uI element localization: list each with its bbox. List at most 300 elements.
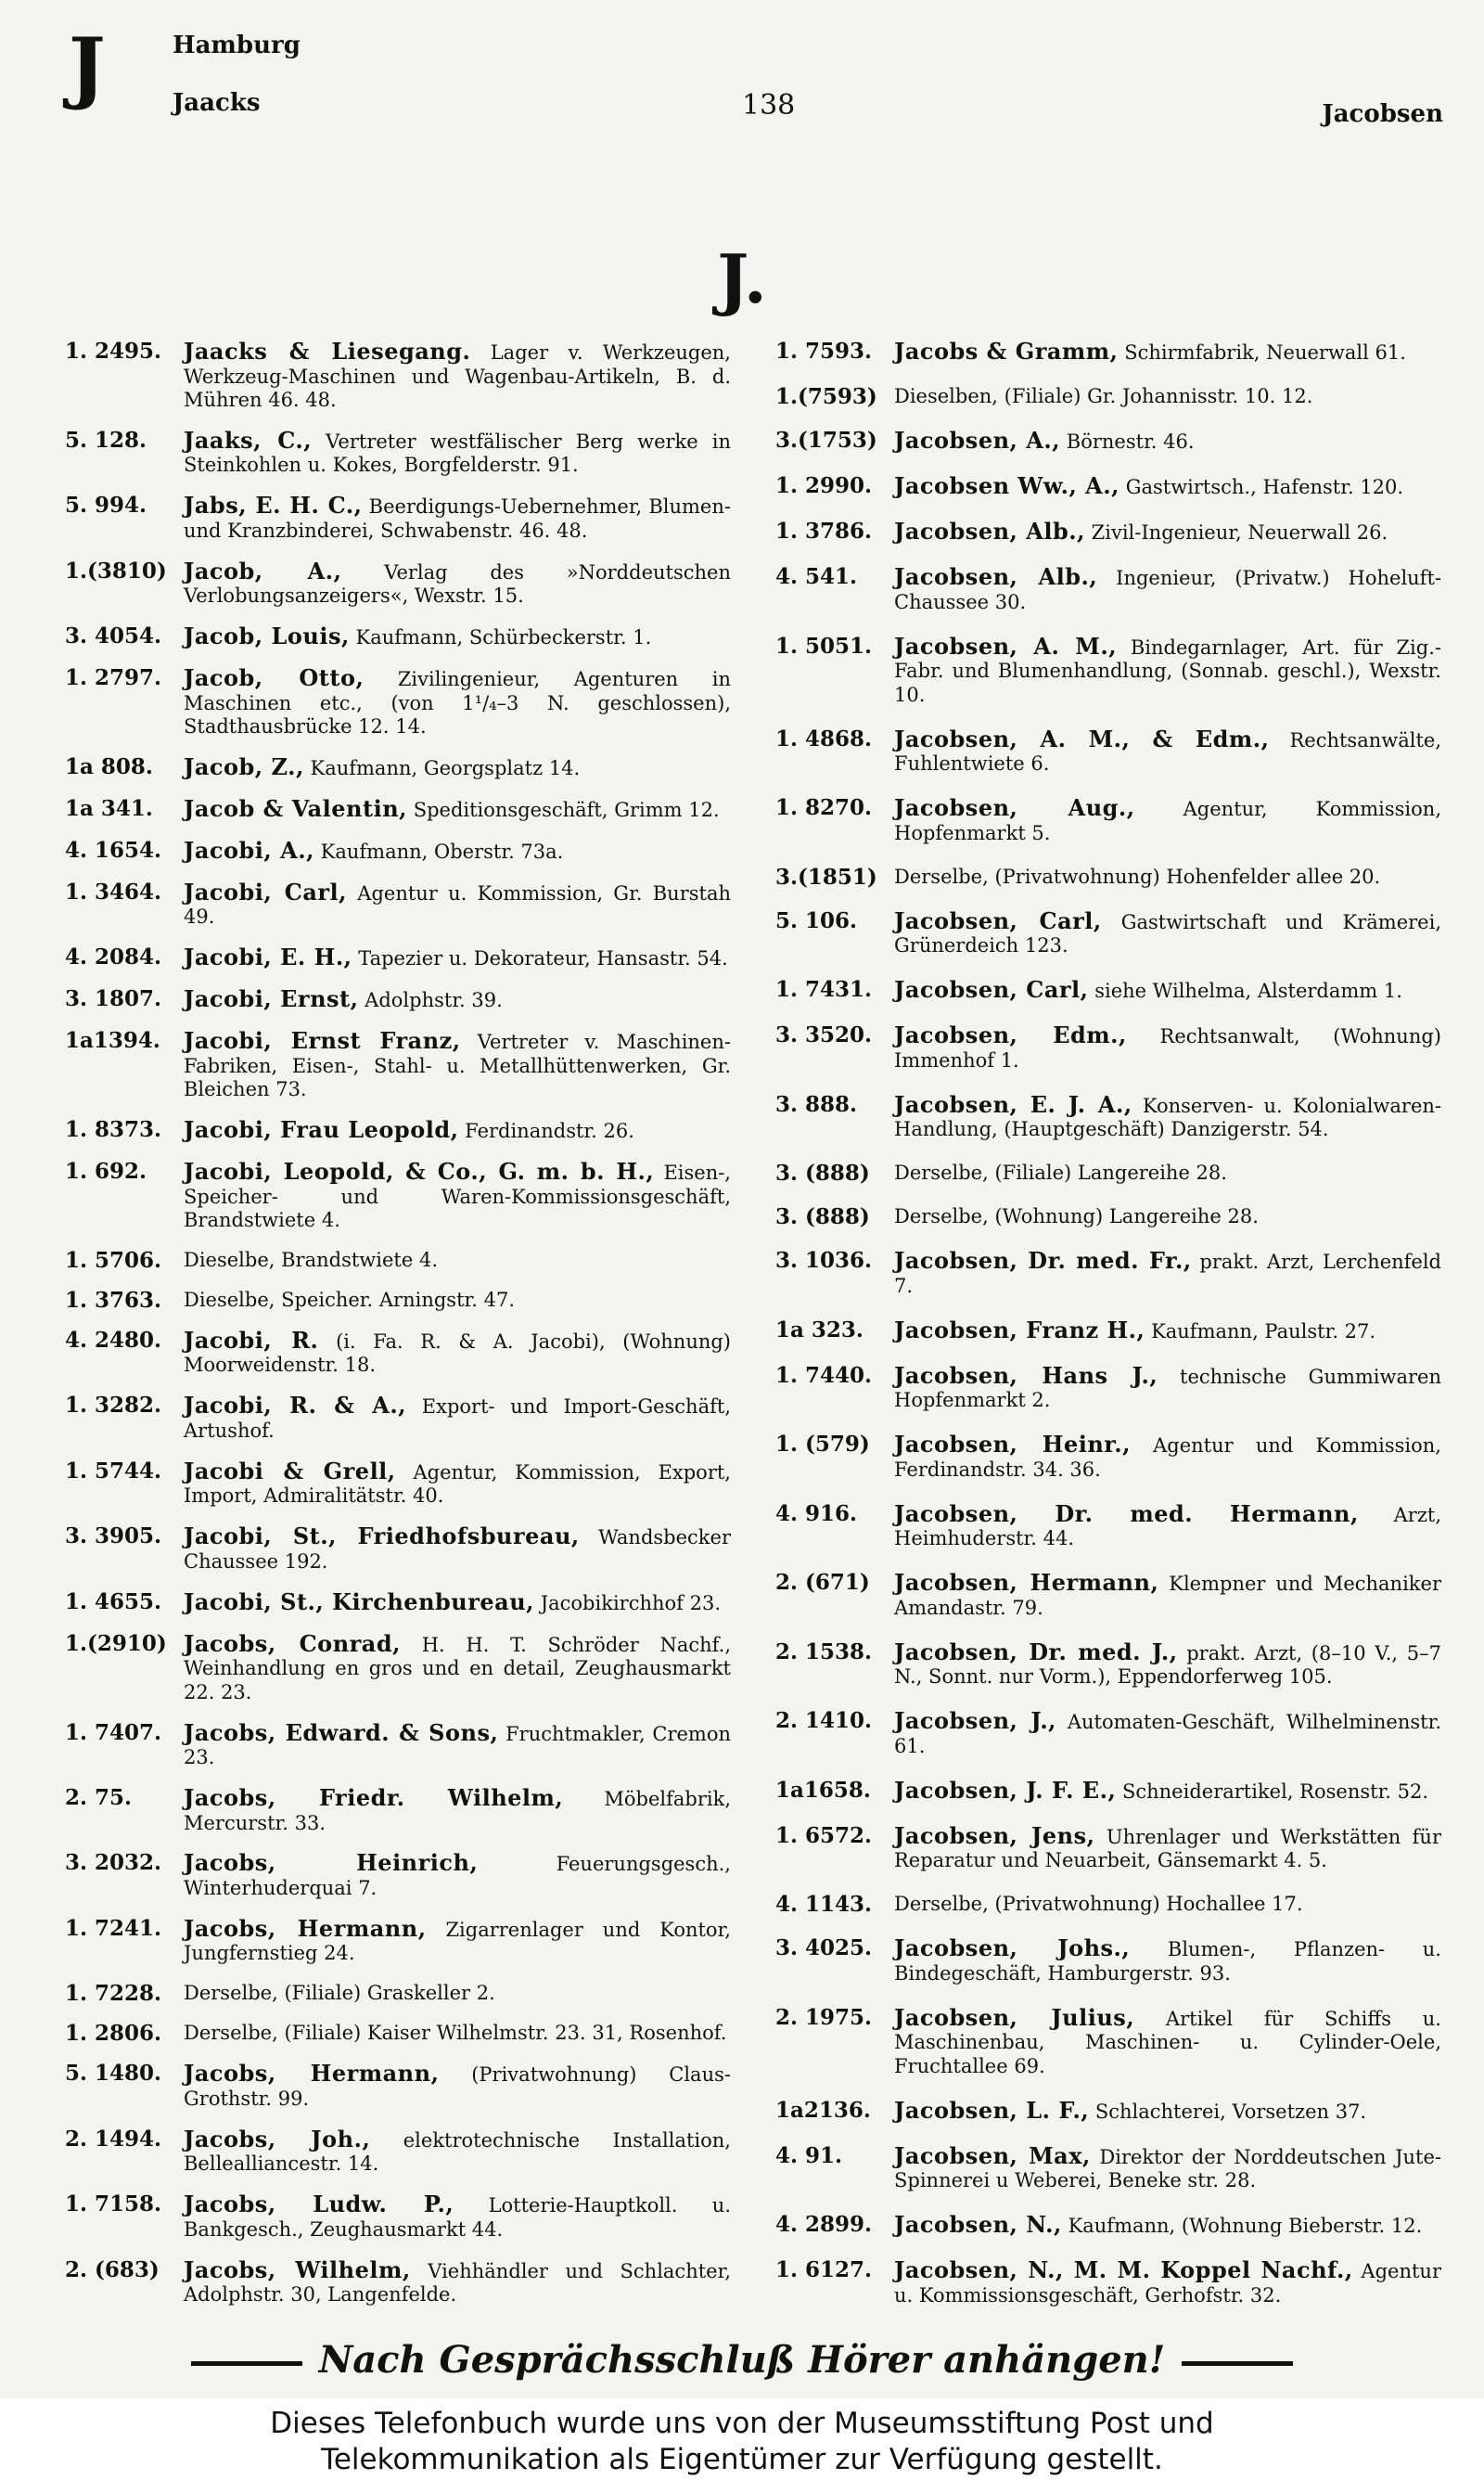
entry-name: Jacobsen, Dr. med. Hermann, [894,1499,1359,1527]
directory-entry [65,2127,731,2177]
directory-entry [775,1361,1441,1413]
phone-number: 3. 888. [775,1091,858,1117]
directory-entry [775,1936,1441,1985]
entry-details: Lager v. Werkzeugen, Werkzeug-Maschinen und Wagenbau-Artikeln, B. d. Mühren 46. 48. [184,341,731,411]
directory-entry [775,1205,1441,1229]
entry-body [894,1361,1441,1413]
directory-entry [775,385,1441,409]
entry-details: H. H. T. Schröder Nachf., Weinhandlung en gros und en detail, Zeughausmarkt 22. 23. [184,1633,732,1703]
phone-number: 1. 7431. [775,977,873,1002]
entry-details: Kaufmann, Paulstr. 27. [1151,1319,1376,1343]
entry-details: Zivil-Ingenieur, Neuerwall 26. [1091,521,1388,544]
directory-entry [775,978,1441,1004]
directory-entry [65,1326,732,1378]
phone-number: 1. 2990. [775,473,873,498]
directory-entry [65,1394,731,1443]
directory-entry [775,1571,1441,1620]
entry-body [184,797,731,823]
phone-number: 4. 2899. [775,2212,873,2237]
entry-body [894,866,1441,890]
entry-body [184,1587,731,1616]
directory-entry [775,1640,1441,1690]
entry-name: Jacobsen Ww., A., [894,472,1119,499]
entry-name: Jacobi, Ernst Franz, [184,1027,461,1055]
entry-details: Derselbe, (Wohnung) Langereihe 28. [894,1205,1259,1227]
phone-number: 3. 2032. [65,1850,162,1876]
directory-entry [65,1851,731,1900]
directory-entry [65,1029,731,1102]
entry-details: Dieselbe, Speicher. Arningstr. 47. [184,1289,515,1311]
entry-details: Derselbe, (Filiale) Graskeller 2. [184,1982,495,2005]
footer-slogan [0,2338,1484,2382]
phone-number: 1. 7158. [65,2191,162,2217]
entry-body [894,429,1441,455]
phone-number: 5. 128. [65,427,147,453]
phone-number: 1. 7407. [65,1719,162,1745]
phone-number: 3. (888) [775,1204,870,1229]
directory-entry [775,2213,1441,2239]
entry-name: Jacobsen, A. M., [894,632,1118,660]
entry-name: Jacob, A., [184,557,342,585]
header-first-entry: Jaacks [173,89,261,117]
entry-details: Derselbe, (Filiale) Kaiser Wilhelmstr. 23. 31, Rosenhof. [184,2022,727,2045]
entry-body [894,2003,1441,2079]
entry-details: Vertreter westfälischer Berg werke in Steinkohlen u. Kokes, Borgfelderstr. 91. [184,430,731,477]
phone-number: 1a2136. [775,2097,871,2123]
entry-name: Jacobi, R. & A., [184,1392,407,1420]
directory-entry [775,2003,1441,2079]
entry-name: Jacobsen, Max, [894,2141,1091,2169]
entry-details: Dieselbe, Brandstwiete 4. [184,1249,438,1272]
entry-name: Jacobsen, Alb., [894,518,1085,545]
directory-entry [65,1718,731,1770]
entry-details: Automaten-Geschäft, Wilhelminenstr. 61. [894,1711,1441,1757]
phone-number: 1. 4868. [775,726,873,752]
phone-number: 3. 4054. [65,623,162,649]
entry-name: Jacobsen, A. M., & Edm., [894,725,1270,752]
directory-entry [65,755,731,781]
directory-entry [775,1821,1441,1873]
entry-body [184,2022,731,2046]
entry-details: Agentur u. Kommissionsgeschäft, Gerhofstr. 32. [894,2260,1441,2307]
entry-body [184,1629,732,1705]
entry-name: Jaaks, C., [184,426,313,454]
entry-body [184,2127,731,2177]
directory-entry [775,727,1441,777]
entry-body [184,1982,731,2006]
entry-body [184,1851,731,1900]
directory-entry [775,340,1441,366]
page-number: 138 [742,89,796,122]
directory-entry [775,474,1441,500]
entry-details: Arzt, Heimhuderstr. 44. [894,1503,1441,1549]
phone-number: 2. 1410. [775,1708,873,1733]
entry-details: Rechtsanwälte, Fuhlentwiete 6. [894,728,1441,775]
entry-body [894,385,1441,409]
entry-name: Jacob, Louis, [184,623,350,650]
entry-name: Jacobsen, Heinr., [894,1431,1131,1458]
entry-name: Jabs, E. H. C., [184,492,363,520]
entry-details: Dieselben, (Filiale) Gr. Johannisstr. 10. 12. [894,385,1313,407]
phone-number: 3. 3905. [65,1523,162,1549]
entry-details: Derselbe, (Privatwohnung) Hohenfelder allee 20. [894,865,1381,888]
entry-details: Verlag des »Norddeutschen Verlobungsanzeigers«, Wexstr. 15. [184,560,731,608]
phone-number: 2. (683) [65,2256,160,2282]
entry-name: Jacobsen, N., M. M. Koppel Nachf., [894,2256,1353,2283]
entry-name: Jacobs, Heinrich, [184,1849,479,1877]
entry-body [894,1571,1441,1620]
phone-number: 1. 5744. [65,1458,162,1484]
directory-entry [65,1118,731,1144]
directory-entry [775,2258,1441,2307]
phone-number: 1. (579) [775,1432,870,1457]
entry-name: Jacob, Z., [184,753,304,781]
phone-number: 1a 323. [775,1317,864,1343]
phone-number: 4. 1654. [65,838,162,863]
directory-entry [65,340,731,413]
entry-body [894,796,1441,845]
directory-entry [775,2141,1441,2193]
directory-entry [65,1587,731,1616]
phone-number: 1.(7593) [775,384,877,409]
phone-number: 1a1658. [775,1777,871,1803]
entry-body [184,1786,731,1835]
entry-details: Kaufmann, Georgsplatz 14. [310,757,581,780]
provenance-note [0,2398,1484,2480]
entry-details: Börnestr. 46. [1066,430,1195,453]
entry-name: Jacobsen, L. F., [894,2096,1090,2124]
entry-body [894,1499,1441,1551]
entry-body [894,1821,1441,1873]
entry-body [894,2141,1441,2193]
entry-details: Fruchtmakler, Cremon 23. [184,1722,731,1769]
entry-name: Jacobsen, Johs., [894,1934,1131,1961]
entry-body [184,1029,731,1102]
entry-body [184,1718,731,1770]
entry-details: Viehhändler und Schlachter, Adolphstr. 30, Langenfelde. [184,2259,731,2306]
entry-details: Zigarrenlager und Kontor, Jungfernstieg 24. [184,1918,731,1965]
entry-details: Derselbe, (Privatwohnung) Hochallee 17. [894,1893,1303,1915]
phone-number: 1. 2806. [65,2021,162,2047]
phone-number: 4. 2084. [65,944,162,970]
directory-entry [775,520,1441,546]
directory-entry [775,2096,1441,2125]
entry-name: Jacobs, Wilhelm, [184,2255,411,2283]
phone-number: 1.(2910) [65,1630,167,1656]
provenance-note-line2: Telekommunikation als Eigentümer zur Verfügung gestellt. [321,2443,1163,2476]
entry-name: Jacobsen, Edm., [894,1022,1127,1048]
entry-name: Jacobsen, Dr. med. Fr., [894,1247,1192,1274]
entry-body [894,727,1441,777]
entry-body [894,1640,1441,1690]
entry-details: Klempner und Mechaniker Amandastr. 79. [894,1573,1441,1619]
phone-number: 3. 3520. [775,1022,873,1047]
entry-body [894,1709,1441,1758]
entry-body [184,1249,731,1273]
phone-number: 5. 106. [775,907,858,933]
directory-entry [775,1318,1441,1344]
entry-body [894,1162,1441,1186]
entry-details: Kaufmann, Oberstr. 73a. [320,841,564,863]
phone-number: 1. 3282. [65,1393,162,1419]
directory-entry [775,796,1441,845]
entry-details: Uhrenlager und Werkstätten für Reparatur und Neuarbeit, Gänsemarkt 4. 5. [894,1825,1441,1871]
directory-entry [775,1499,1441,1551]
entry-body [894,474,1441,500]
phone-number: 2. 1975. [775,2004,873,2030]
directory-entry [65,2062,731,2111]
directory-entry [65,1289,731,1313]
phone-number: 1.(3810) [65,558,167,584]
phone-number: 5. 1480. [65,2061,162,2087]
entry-details: Zivilingenieur, Agenturen in Maschinen etc., (von 1¹/₄–3 N. geschlossen), Stadthausbrücke 12. 14. [184,668,731,739]
phone-number: 1. 3786. [775,519,873,544]
entry-name: Jacobs, Joh., [184,2125,371,2152]
entry-name: Jacobsen, N., [894,2211,1062,2238]
entry-details: Export- und Import-Geschäft, Artushof. [184,1395,731,1442]
phone-number: 1. 5051. [775,633,873,659]
entry-details: Schlachterei, Vorsetzen 37. [1094,2100,1367,2123]
phone-number: 1. 5706. [65,1248,162,1274]
entry-body [894,340,1441,366]
directory-entry [65,1629,732,1705]
entry-details: prakt. Arzt, (8–10 V., 5–7 N., Sonnt. nur Vorm.), Eppendorferweg 105. [894,1641,1441,1688]
header-letter: J [69,20,106,112]
phone-number: 5. 994. [65,493,147,519]
entry-details: Ingenieur, (Privatw.) Hoheluft-Chaussee 30. [894,567,1441,613]
directory-entry [65,839,731,865]
directory-entry [65,426,731,478]
entry-body [894,1893,1441,1917]
phone-number: 1. 692. [65,1159,147,1185]
directory-entry [65,1982,731,2006]
entry-details: Derselbe, (Filiale) Langereihe 28. [894,1162,1227,1184]
section-heading: J. [717,239,767,318]
entry-details: (i. Fa. R. & A. Jacobi), (Wohnung) Moorweidenstr. 18. [184,1330,732,1377]
directory-entry [775,1709,1441,1758]
entry-body [184,426,731,478]
entry-details: elektrotechnische Installation, Bellealliancestr. 14. [184,2128,731,2176]
directory-entry [775,1249,1441,1298]
entry-name: Jacobi, St., Kirchenbureau, [184,1587,535,1615]
right-column [775,340,1441,2307]
entry-name: Jacobsen, Hans J., [894,1361,1158,1389]
entry-details: Wandsbecker Chaussee 192. [184,1526,731,1573]
entry-details: siehe Wilhelma, Alsterdamm 1. [1094,980,1402,1002]
entry-details: Artikel für Schiffs u. Maschinenbau, Maschinen- u. Cylinder-Oele, Fruchtallee 69. [894,2007,1441,2077]
entry-name: Jacob & Valentin, [184,795,407,823]
phone-number: 1. 7228. [65,1981,162,2007]
directory-entry [775,632,1441,708]
directory-entry [65,1914,731,1966]
directory-entry [65,1160,731,1233]
entry-body [184,494,731,543]
entry-body [184,987,731,1013]
footer-slogan-text: Nach Gesprächsschluß Hörer anhängen! [318,2338,1166,2382]
entry-details: Gastwirtschaft und Krämerei, Grünerdeich 123. [894,910,1441,957]
entry-name: Jacobsen, Julius, [894,2003,1135,2031]
directory-entry [65,797,731,823]
entry-details: Blumen-, Pflanzen- u. Bindegeschäft, Hamburgerstr. 93. [894,1938,1441,1985]
entry-body [894,1433,1441,1482]
entry-details: Tapezier u. Dekorateur, Hansastr. 54. [358,947,728,970]
entry-body [894,906,1441,958]
directory-entry [775,1776,1441,1805]
phone-number: 1. 7440. [775,1362,873,1388]
entry-name: Jacobi & Grell, [184,1457,396,1484]
entry-body [184,839,731,865]
entry-details: Feuerungsgesch., Winterhuderquai 7. [184,1853,731,1899]
directory-entry [775,1162,1441,1186]
entry-name: Jacobs, Ludw. P., [184,2191,454,2218]
entry-body [184,2192,731,2242]
phone-number: 1. 3464. [65,879,162,905]
entry-name: Jacobsen, J. F. E., [894,1776,1117,1804]
entry-details: technische Gummiwaren Hopfenmarkt 2. [894,1365,1441,1411]
directory-entry [65,1786,731,1835]
entry-body [184,1326,732,1378]
entry-body [184,945,731,971]
entry-body [184,1289,731,1313]
entry-details: Konserven- u. Kolonialwaren-Handlung, (Hauptgeschäft) Danzigerstr. 54. [894,1094,1441,1140]
entry-details: Gastwirtsch., Hafenstr. 120. [1125,476,1404,498]
directory-entry [65,987,731,1013]
entry-details: Schneiderartikel, Rosenstr. 52. [1121,1780,1429,1803]
header-last-entry: Jacobsen [1322,100,1443,128]
entry-body [184,2255,731,2307]
phone-number: 1. 8270. [775,795,873,820]
entry-details: Agentur, Kommission, Hopfenmarkt 5. [894,798,1441,844]
entry-details: Kaufmann, Schürbeckerstr. 1. [355,626,652,649]
entry-name: Jacobsen, Franz H., [894,1316,1145,1343]
phone-number: 1. 7593. [775,339,873,364]
entry-name: Jacobsen, E. J. A., [894,1090,1132,1118]
directory-entry [65,1524,731,1574]
entry-body [184,1459,731,1509]
entry-details: Jacobikirchhof 23. [540,1591,721,1614]
phone-number: 1. 6572. [775,1822,873,1848]
directory-entry [65,1459,731,1509]
directory-entry [65,1249,731,1273]
phone-number: 1. 2495. [65,339,162,364]
entry-details: Lotterie-Hauptkoll. u. Bankgesch., Zeughausmarkt 44. [184,2194,731,2241]
phone-number: 1a 341. [65,796,153,822]
entry-details: Bindegarnlager, Art. für Zig.-Fabr. und Blumenhandlung, (Sonnab. geschl.), Wexstr. 10. [894,636,1441,706]
phone-number: 4. 1143. [775,1892,873,1917]
directory-entry [775,1893,1441,1917]
phone-number: 3.(1851) [775,864,877,890]
entry-name: Jacobsen, Carl, [894,976,1089,1003]
entry-details: Agentur, Kommission, Export, Import, Admiralitätstr. 40. [184,1460,731,1508]
entry-details: Ferdinandstr. 26. [465,1120,634,1143]
provenance-note-line1: Dieses Telefonbuch wurde uns von der Museumsstiftung Post und [270,2407,1214,2440]
directory-entry [65,494,731,543]
entry-details: Rechtsanwalt, (Wohnung) Immenhof 1. [894,1025,1441,1072]
phone-number: 2. (671) [775,1570,870,1595]
phone-number: 1. 7241. [65,1915,162,1941]
directory-entry [65,2192,731,2242]
entry-name: Jacobi, Leopold, & Co., G. m. b. H., [184,1158,655,1186]
entry-details: Kaufmann, (Wohnung Bieberstr. 12. [1068,2215,1423,2237]
entry-name: Jacobs & Gramm, [894,338,1119,365]
phone-number: 4. 91. [775,2142,843,2168]
entry-name: Jacobi, Ernst, [184,985,359,1013]
entry-body [184,666,731,739]
entry-body [894,1249,1441,1298]
entry-body [184,559,731,609]
directory-entry [775,906,1441,958]
phone-number: 3. 1036. [775,1248,873,1273]
entry-details: Vertreter v. Maschinen-Fabriken, Eisen-, Stahl- u. Metallhüttenwerken, Gr. Bleichen 73. [184,1031,731,1101]
directory-entry [775,565,1441,614]
entry-details: Eisen-, Speicher- und Waren-Kommissionsgeschäft, Brandstwiete 4. [184,1162,731,1232]
directory-entry [775,1023,1441,1073]
entry-body [184,1394,731,1443]
entry-name: Jacobi, E. H., [184,944,352,971]
phone-number: 2. 75. [65,1785,133,1810]
entry-body [184,340,731,413]
entry-name: Jacobs, Hermann, [184,1914,427,1942]
phone-number: 1. 2797. [65,665,162,691]
footer-rule-right [1182,2361,1293,2366]
entry-name: Jacobs, Hermann, [184,2060,440,2088]
entry-details: Beerdigungs-Uebernehmer, Blumen- und Kranzbinderei, Schwabenstr. 46. 48. [184,495,731,542]
entry-name: Jacobi, A., [184,837,314,864]
entry-details: Schirmfabrik, Neuerwall 61. [1124,341,1406,364]
phone-number: 3. 4025. [775,1935,873,1960]
phone-number: 1. 8373. [65,1117,162,1143]
phone-number: 4. 916. [775,1500,858,1526]
left-column [65,340,731,2307]
entry-name: Jacobi, Carl, [184,878,348,906]
entry-name: Jacobi, Frau Leopold, [184,1116,459,1144]
entry-details: Speditionsgeschäft, Grimm 12. [413,799,720,822]
entry-name: Jacobsen, J., [894,1707,1057,1734]
entry-body [894,1023,1441,1073]
phone-number: 1. 3763. [65,1288,162,1313]
directory-entry [65,880,731,930]
entry-body [894,632,1441,708]
entry-name: Jacobsen, Carl, [894,906,1102,934]
directory-entry [775,1090,1441,1142]
entry-body [894,1936,1441,1985]
entry-body [894,1776,1441,1805]
entry-body [894,978,1441,1004]
entry-name: Jacobs, Edward. & Sons, [184,1718,499,1746]
phone-number: 1a1394. [65,1028,160,1054]
phone-number: 4. 2480. [65,1327,162,1353]
entry-body [894,1318,1441,1344]
phone-number: 1. 4655. [65,1588,162,1614]
entry-body [184,1914,731,1966]
phone-number: 3. (888) [775,1161,870,1186]
phone-number: 1. 6127. [775,2257,873,2282]
entry-body [184,1524,731,1574]
entry-name: Jacobsen, Hermann, [894,1569,1159,1596]
entry-name: Jacobi, St., Friedhofsbureau, [184,1523,580,1550]
entry-name: Jacobsen, Jens, [894,1821,1095,1849]
directory-entry [65,2255,731,2307]
entry-name: Jacobsen, Dr. med. J., [894,1638,1178,1665]
entry-name: Jacobs, Friedr. Wilhelm, [184,1784,564,1811]
directory-entry [775,866,1441,890]
directory-entry [65,559,731,609]
entry-details: Adolphstr. 39. [365,989,503,1012]
entry-body [894,2096,1441,2125]
directory-entry [775,429,1441,455]
entry-name: Jaacks & Liesegang. [184,338,471,365]
entry-body [184,755,731,781]
